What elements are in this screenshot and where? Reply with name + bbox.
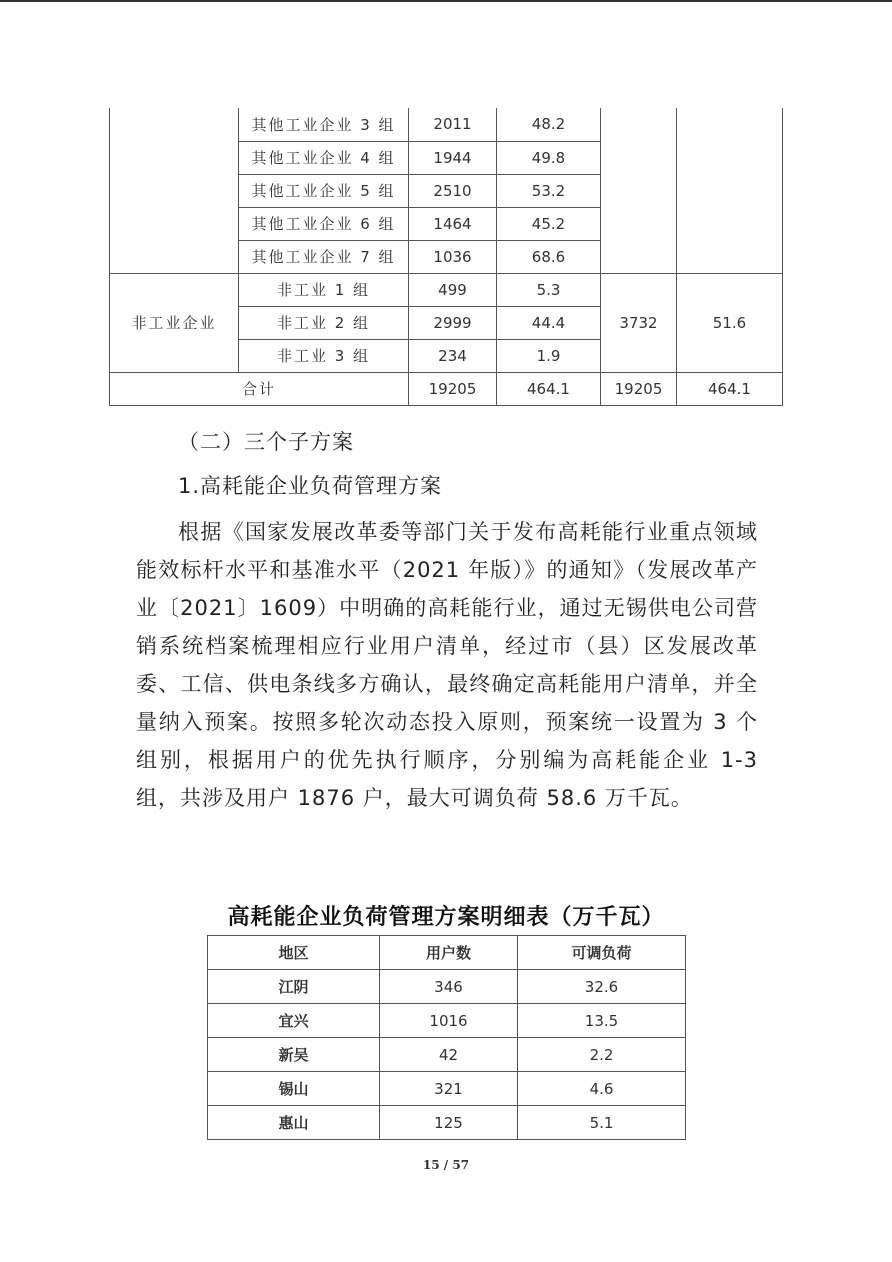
load-cell: 53.2 — [497, 174, 601, 207]
subtotal-users-cell — [601, 108, 677, 273]
column-header: 可调负荷 — [518, 936, 686, 970]
total-label: 合计 — [110, 372, 409, 405]
column-header: 地区 — [208, 936, 380, 970]
total-row — [110, 372, 783, 405]
users-cell: 499 — [409, 273, 497, 306]
table-title: 高耗能企业负荷管理方案明细表（万千瓦） — [227, 904, 665, 930]
load-cell: 49.8 — [497, 141, 601, 174]
users-cell: 42 — [380, 1038, 518, 1072]
table-row — [208, 1106, 686, 1140]
users-cell: 2011 — [409, 108, 497, 141]
load-cell: 4.6 — [518, 1072, 686, 1106]
table-row — [110, 108, 783, 141]
users-cell: 2510 — [409, 174, 497, 207]
users-cell: 346 — [380, 970, 518, 1004]
load-cell: 2.2 — [518, 1038, 686, 1072]
users-cell: 234 — [409, 339, 497, 372]
subtotal-users-cell: 3732 — [601, 273, 677, 372]
region-cell: 锡山 — [208, 1072, 380, 1106]
page-top-border — [0, 0, 892, 2]
group-cell: 其他工业企业 7 组 — [239, 240, 409, 273]
group-cell: 非工业 1 组 — [239, 273, 409, 306]
group-cell: 其他工业企业 5 组 — [239, 174, 409, 207]
load-cell: 1.9 — [497, 339, 601, 372]
region-cell: 惠山 — [208, 1106, 380, 1140]
region-cell: 江阴 — [208, 970, 380, 1004]
subtotal-load-cell — [677, 108, 783, 273]
users-cell: 2999 — [409, 306, 497, 339]
load-cell: 45.2 — [497, 207, 601, 240]
category-cell — [110, 108, 239, 273]
body-paragraph: 根据《国家发展改革委等部门关于发布高耗能行业重点领域能效标杆水平和基准水平（2021 年版）》的通知》（发展改革产业〔2021〕1609）中明确的高耗能行业，通过无锡供电公司营销系统档案梳理相应行业用户清单，经过市（县）区发展改革委、工信、供电条线多方确认，最终确定高耗能用户清单，并全量纳入预案。按照多轮次动态投入原则，预案统一设置为 3 个组别，根据用户的优先执行顺序，分别编为高耗能企业 1-3 组，共涉及用户 1876 户，最大可调负荷 58.6 万千瓦。 — [136, 520, 758, 810]
table-row — [208, 1072, 686, 1106]
users-cell: 321 — [380, 1072, 518, 1106]
region-detail-table — [207, 935, 686, 1140]
table-header-row — [208, 936, 686, 970]
users-cell: 1464 — [409, 207, 497, 240]
load-cell: 48.2 — [497, 108, 601, 141]
table-row — [208, 1038, 686, 1072]
category-cell: 非工业企业 — [110, 273, 239, 372]
load-cell: 5.3 — [497, 273, 601, 306]
total-load-subtotal: 464.1 — [677, 372, 783, 405]
section-heading: （二）三个子方案 — [178, 430, 354, 454]
load-cell: 68.6 — [497, 240, 601, 273]
load-cell: 44.4 — [497, 306, 601, 339]
region-cell: 宜兴 — [208, 1004, 380, 1038]
subsection-heading: 1.高耗能企业负荷管理方案 — [178, 474, 443, 498]
table-row — [110, 273, 783, 306]
table-row — [208, 1004, 686, 1038]
load-cell: 32.6 — [518, 970, 686, 1004]
group-cell: 非工业 2 组 — [239, 306, 409, 339]
load-cell: 13.5 — [518, 1004, 686, 1038]
users-cell: 1036 — [409, 240, 497, 273]
total-load: 464.1 — [497, 372, 601, 405]
total-users-subtotal: 19205 — [601, 372, 677, 405]
load-cell: 5.1 — [518, 1106, 686, 1140]
page-number: 15 / 57 — [422, 1158, 470, 1172]
group-cell: 其他工业企业 3 组 — [239, 108, 409, 141]
total-users: 19205 — [409, 372, 497, 405]
users-cell: 1016 — [380, 1004, 518, 1038]
subtotal-load-cell: 51.6 — [677, 273, 783, 372]
column-header: 用户数 — [380, 936, 518, 970]
group-cell: 其他工业企业 6 组 — [239, 207, 409, 240]
group-cell: 其他工业企业 4 组 — [239, 141, 409, 174]
users-cell: 125 — [380, 1106, 518, 1140]
users-cell: 1944 — [409, 141, 497, 174]
region-cell: 新吴 — [208, 1038, 380, 1072]
load-group-table — [109, 108, 783, 406]
table-row — [208, 970, 686, 1004]
group-cell: 非工业 3 组 — [239, 339, 409, 372]
